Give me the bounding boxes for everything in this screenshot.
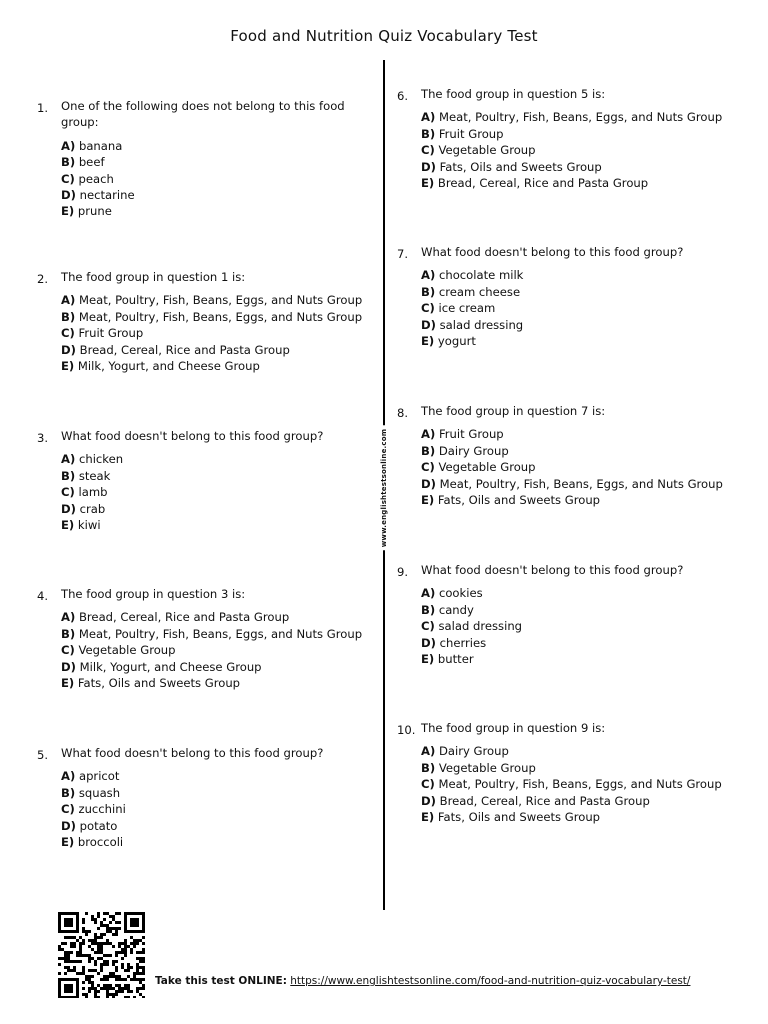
answer-option [61, 171, 361, 187]
option-letter: D) [61, 188, 76, 203]
option-text: yogurt [437, 334, 476, 349]
answer-option [61, 292, 371, 308]
question-number: 5. [37, 748, 49, 762]
answer-option [61, 801, 371, 817]
option-text: cream cheese [438, 284, 521, 299]
answer-option [421, 776, 741, 792]
option-letter: D) [421, 635, 436, 650]
answer-option [421, 635, 741, 651]
answer-option [421, 809, 741, 825]
option-letter: B) [421, 602, 436, 617]
option-text: zucchini [78, 802, 126, 817]
option-text: Dairy Group [438, 443, 509, 458]
question-6 [397, 86, 741, 191]
answer-option [421, 317, 741, 333]
option-letter: E) [421, 652, 435, 667]
answer-option [61, 517, 371, 533]
option-text: banana [78, 138, 123, 153]
question-number: 8. [397, 406, 409, 420]
answer-option [421, 651, 741, 667]
option-text: Meat, Poultry, Fish, Beans, Eggs, and Nuts Group [78, 293, 363, 308]
option-letter: C) [61, 485, 75, 500]
question-stem: What food doesn't belong to this food group? [61, 746, 324, 760]
answer-option [61, 818, 371, 834]
question-8 [397, 403, 741, 508]
option-letter: A) [61, 610, 76, 625]
footer-link[interactable]: https://www.englishtestsonline.com/food-and-nutrition-quiz-vocabulary-test/ [290, 975, 691, 987]
option-letter: B) [61, 155, 76, 170]
answer-option [61, 154, 361, 170]
option-letter: B) [421, 126, 436, 141]
option-letter: A) [421, 110, 436, 125]
answer-option [421, 426, 741, 442]
option-text: chicken [78, 452, 124, 467]
answer-option [61, 203, 361, 219]
option-letter: D) [421, 476, 436, 491]
option-text: nectarine [79, 188, 135, 203]
option-letter: C) [421, 301, 435, 316]
question-stem: The food group in question 5 is: [421, 87, 606, 101]
option-text: Bread, Cereal, Rice and Pasta Group [439, 793, 650, 808]
option-text: peach [78, 171, 114, 186]
option-letter: D) [61, 501, 76, 516]
option-letter: A) [61, 769, 76, 784]
question-stem: The food group in question 9 is: [421, 721, 606, 735]
option-letter: B) [421, 443, 436, 458]
option-text: beef [78, 155, 105, 170]
option-letter: A) [421, 268, 436, 283]
question-stem: The food group in question 3 is: [61, 587, 246, 601]
option-text: broccoli [77, 835, 124, 850]
option-text: Fats, Oils and Sweets Group [437, 493, 601, 508]
answer-option [421, 267, 741, 283]
side-watermark-text: www.englishtestsonline.com [379, 426, 389, 551]
option-letter: E) [61, 835, 75, 850]
question-2 [37, 269, 371, 374]
option-letter: E) [61, 518, 75, 533]
answer-option [421, 300, 741, 316]
option-letter: A) [421, 586, 436, 601]
answer-option [421, 618, 741, 634]
answer-option [421, 602, 741, 618]
question-stem: What food doesn't belong to this food group? [421, 245, 684, 259]
option-text: prune [77, 204, 112, 219]
question-stem: The food group in question 1 is: [61, 270, 246, 284]
answer-option [61, 342, 371, 358]
footer [155, 975, 690, 987]
option-letter: C) [61, 326, 75, 341]
option-letter: C) [61, 802, 75, 817]
answer-option [421, 142, 741, 158]
answer-option [421, 492, 741, 508]
question-stem: What food doesn't belong to this food group? [421, 563, 684, 577]
answer-option [61, 785, 371, 801]
option-letter: A) [61, 293, 76, 308]
option-text: Meat, Poultry, Fish, Beans, Eggs, and Nuts Group [78, 626, 363, 641]
answer-option [421, 175, 741, 191]
question-number: 2. [37, 272, 49, 286]
answer-option [61, 642, 371, 658]
option-text: squash [78, 785, 121, 800]
question-4 [37, 586, 371, 691]
option-letter: A) [421, 744, 436, 759]
answer-option [61, 468, 371, 484]
answer-option [421, 284, 741, 300]
option-letter: B) [421, 284, 436, 299]
option-text: lamb [78, 485, 108, 500]
option-letter: E) [421, 493, 435, 508]
question-number: 3. [37, 431, 49, 445]
option-letter: C) [61, 643, 75, 658]
option-text: steak [78, 468, 111, 483]
answer-option [61, 626, 371, 642]
option-text: Bread, Cereal, Rice and Pasta Group [78, 610, 290, 625]
qr-code-icon[interactable] [58, 912, 148, 1002]
question-stem: The food group in question 7 is: [421, 404, 606, 418]
answer-option [61, 768, 371, 784]
answer-option [421, 459, 741, 475]
question-7 [397, 244, 741, 349]
option-letter: C) [421, 777, 435, 792]
answer-option [61, 451, 371, 467]
option-text: cookies [438, 586, 483, 601]
option-letter: D) [421, 317, 436, 332]
question-number: 6. [397, 89, 409, 103]
option-letter: A) [421, 427, 436, 442]
option-text: Bread, Cereal, Rice and Pasta Group [79, 342, 290, 357]
answer-option [61, 484, 371, 500]
option-text: Meat, Poultry, Fish, Beans, Eggs, and Nuts Group [438, 777, 722, 792]
option-text: Meat, Poultry, Fish, Beans, Eggs, and Nuts Group [78, 309, 363, 324]
option-letter: D) [421, 159, 436, 174]
option-text: Milk, Yogurt, and Cheese Group [79, 659, 262, 674]
answer-option [421, 760, 741, 776]
option-text: ice cream [438, 301, 496, 316]
option-letter: B) [61, 785, 76, 800]
answer-option [421, 126, 741, 142]
option-text: Meat, Poultry, Fish, Beans, Eggs, and Nuts Group [439, 476, 723, 491]
question-1 [37, 98, 361, 220]
option-text: Fruit Group [438, 126, 504, 141]
answer-option [421, 443, 741, 459]
option-text: cherries [439, 635, 487, 650]
option-letter: E) [61, 204, 75, 219]
answer-option [421, 333, 741, 349]
option-text: salad dressing [439, 317, 524, 332]
footer-prompt: Take this test ONLINE: [155, 975, 287, 987]
option-letter: E) [61, 676, 75, 691]
question-stem: One of the following does not belong to this food group: [61, 99, 345, 130]
option-text: salad dressing [438, 619, 523, 634]
option-text: apricot [78, 769, 120, 784]
question-number: 9. [397, 565, 409, 579]
option-text: chocolate milk [438, 268, 524, 283]
answer-option [61, 675, 371, 691]
option-text: Fruit Group [78, 326, 144, 341]
answer-option [61, 609, 371, 625]
answer-option [61, 834, 371, 850]
answer-option [421, 743, 741, 759]
option-letter: D) [61, 818, 76, 833]
question-number: 10. [397, 723, 416, 737]
question-stem: What food doesn't belong to this food group? [61, 429, 324, 443]
option-letter: B) [61, 309, 76, 324]
page-title: Food and Nutrition Quiz Vocabulary Test [230, 27, 538, 45]
option-letter: D) [421, 793, 436, 808]
option-letter: B) [61, 468, 76, 483]
option-text: Fats, Oils and Sweets Group [437, 810, 601, 825]
answer-option [421, 793, 741, 809]
option-text: butter [437, 652, 474, 667]
option-text: Vegetable Group [438, 460, 536, 475]
option-text: Vegetable Group [438, 760, 536, 775]
option-text: Fats, Oils and Sweets Group [439, 159, 602, 174]
option-letter: C) [421, 143, 435, 158]
answer-option [61, 309, 371, 325]
question-number: 4. [37, 589, 49, 603]
question-5 [37, 745, 371, 850]
option-text: Vegetable Group [438, 143, 536, 158]
answer-option [61, 138, 361, 154]
question-10 [397, 720, 741, 825]
option-letter: E) [421, 176, 435, 191]
answer-option [421, 109, 741, 125]
option-text: crab [79, 501, 106, 516]
answer-option [421, 476, 741, 492]
option-text: Fruit Group [438, 427, 504, 442]
option-letter: B) [61, 626, 76, 641]
option-letter: E) [421, 334, 435, 349]
option-letter: A) [61, 138, 76, 153]
answer-option [61, 501, 371, 517]
option-text: Fats, Oils and Sweets Group [77, 676, 241, 691]
option-text: candy [438, 602, 474, 617]
option-text: Meat, Poultry, Fish, Beans, Eggs, and Nuts Group [438, 110, 723, 125]
option-letter: E) [421, 810, 435, 825]
option-letter: E) [61, 359, 75, 374]
option-letter: A) [61, 452, 76, 467]
option-letter: C) [421, 460, 435, 475]
option-letter: D) [61, 342, 76, 357]
option-letter: C) [61, 171, 75, 186]
option-text: Vegetable Group [78, 643, 176, 658]
qr-code-graphic [58, 912, 148, 998]
answer-option [61, 659, 371, 675]
option-text: Bread, Cereal, Rice and Pasta Group [437, 176, 649, 191]
answer-option [61, 325, 371, 341]
question-3 [37, 428, 371, 533]
answer-option [421, 159, 741, 175]
option-text: potato [79, 818, 118, 833]
question-number: 1. [37, 101, 49, 115]
option-letter: B) [421, 760, 436, 775]
answer-option [421, 585, 741, 601]
option-text: kiwi [77, 518, 101, 533]
option-letter: D) [61, 659, 76, 674]
option-text: Dairy Group [438, 744, 509, 759]
option-letter: C) [421, 619, 435, 634]
question-number: 7. [397, 247, 409, 261]
answer-option [61, 358, 371, 374]
option-text: Milk, Yogurt, and Cheese Group [77, 359, 260, 374]
question-9 [397, 562, 741, 667]
answer-option [61, 187, 361, 203]
